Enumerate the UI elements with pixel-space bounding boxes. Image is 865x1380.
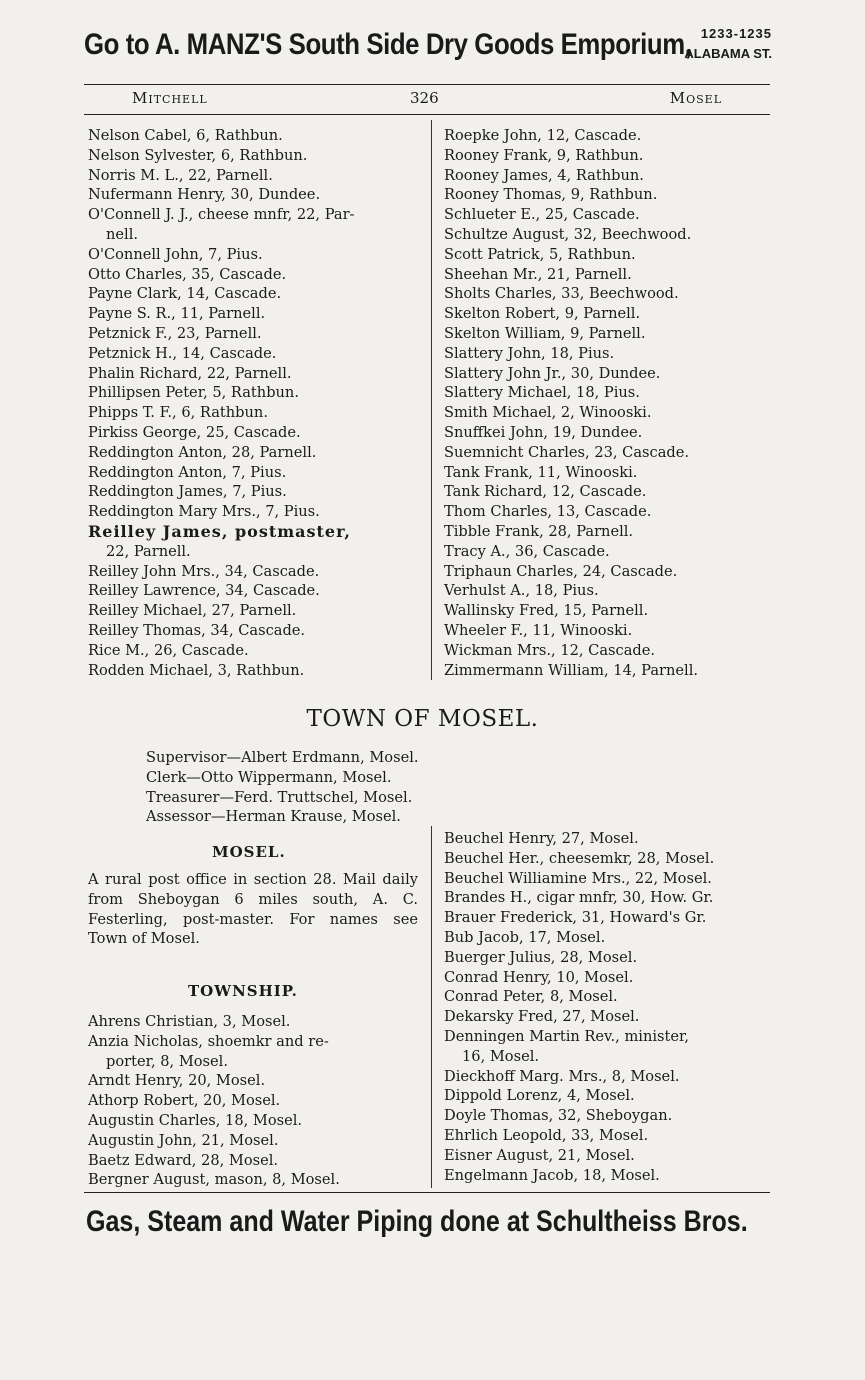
running-header: [84, 89, 770, 111]
list-entry: Tracy A., 36, Cascade.: [444, 542, 610, 560]
list-entry: Dieckhoff Marg. Mrs., 8, Mosel.: [444, 1067, 680, 1085]
bottom-advertisement: Gas, Steam and Water Piping done at Schultheiss Bros.: [86, 1205, 748, 1238]
town-title: TOWN OF MOSEL.: [306, 706, 539, 732]
list-entry: Slattery John, 18, Pius.: [444, 344, 615, 362]
list-entry: Reilley John Mrs., 34, Cascade.: [88, 562, 320, 580]
header-right-word: Mosel: [669, 89, 722, 107]
mosel-heading: MOSEL.: [212, 843, 286, 861]
list-entry: Doyle Thomas, 32, Sheboygan.: [444, 1107, 673, 1125]
list-entry: Denningen Martin Rev., minister,: [444, 1027, 690, 1045]
list-entry: Augustin John, 21, Mosel.: [88, 1131, 279, 1149]
list-entry: Skelton William, 9, Parnell.: [444, 324, 646, 342]
list-entry: Phipps T. F., 6, Rathbun.: [88, 404, 268, 422]
top-advertisement: [84, 24, 774, 84]
lower-column-divider: [431, 826, 432, 1188]
list-entry: Petznick F., 23, Parnell.: [88, 324, 262, 342]
list-entry-continued: porter, 8, Mosel.: [106, 1052, 228, 1070]
township-right-column: [444, 829, 774, 1185]
list-entry: Dekarsky Fred, 27, Mosel.: [444, 1008, 640, 1026]
list-entry: Skelton Robert, 9, Parnell.: [444, 305, 641, 323]
officer-line: Treasurer—Ferd. Truttschel, Mosel.: [146, 788, 413, 806]
list-entry: Reddington James, 7, Pius.: [88, 483, 287, 501]
left-listing-column: [88, 126, 423, 680]
list-entry: Rooney Thomas, 9, Rathbun.: [444, 186, 658, 204]
list-entry: Tank Frank, 11, Winooski.: [444, 463, 638, 481]
list-entry: Phalin Richard, 22, Parnell.: [88, 364, 292, 382]
list-entry: Verhulst A., 18, Pius.: [444, 582, 599, 600]
list-entry: Triphaun Charles, 24, Cascade.: [444, 562, 678, 580]
list-entry: Thom Charles, 13, Cascade.: [444, 503, 652, 521]
list-entry: Reddington Mary Mrs., 7, Pius.: [88, 503, 320, 521]
list-entry: Suemnicht Charles, 23, Cascade.: [444, 443, 690, 461]
mosel-description: A rural post office in section 28. Mail daily from Sheboygan 6 miles south, A. C. Festerling, post-master. For names see Town of Mosel.: [88, 871, 418, 948]
list-entry: Beuchel Her., cheesemkr, 28, Mosel.: [444, 849, 715, 867]
list-entry: Payne S. R., 11, Parnell.: [88, 305, 266, 323]
list-entry: Reilley Lawrence, 34, Cascade.: [88, 582, 320, 600]
list-entry: Nelson Sylvester, 6, Rathbun.: [88, 146, 308, 164]
list-entry: Roepke John, 12, Cascade.: [444, 127, 642, 144]
list-entry: Augustin Charles, 18, Mosel.: [88, 1111, 303, 1129]
footer-rule: [84, 1192, 770, 1193]
list-entry: Rooney Frank, 9, Rathbun.: [444, 146, 644, 164]
list-entry: Anzia Nicholas, shoemkr and re-: [88, 1032, 329, 1050]
list-entry: Pirkiss George, 25, Cascade.: [88, 423, 301, 441]
list-entry: Smith Michael, 2, Winooski.: [444, 404, 652, 422]
list-entry: Wallinsky Fred, 15, Parnell.: [444, 602, 649, 620]
list-entry: Arndt Henry, 20, Mosel.: [88, 1072, 266, 1090]
town-officers: [146, 748, 419, 827]
list-entry: Ahrens Christian, 3, Mosel.: [88, 1013, 291, 1030]
officer-line: Assessor—Herman Krause, Mosel.: [146, 808, 401, 826]
list-entry: Payne Clark, 14, Cascade.: [88, 285, 282, 303]
list-entry: Reddington Anton, 7, Pius.: [88, 463, 287, 481]
list-entry: Ehrlich Leopold, 33, Mosel.: [444, 1126, 649, 1144]
list-entry: Slattery John Jr., 30, Dundee.: [444, 364, 661, 382]
list-entry: Wickman Mrs., 12, Cascade.: [444, 641, 656, 659]
top-ad-text: Go to A. MANZ'S South Side Dry Goods Emporium,: [84, 28, 692, 61]
list-entry: Slattery Michael, 18, Pius.: [444, 384, 640, 402]
list-entry: Rodden Michael, 3, Rathbun.: [88, 661, 305, 679]
top-ad-address-number: 1233-1235: [700, 26, 772, 41]
list-entry-continued: 22, Parnell.: [106, 542, 191, 560]
list-entry: Reilley Michael, 27, Parnell.: [88, 602, 297, 620]
list-entry: Schlueter E., 25, Cascade.: [444, 206, 640, 224]
list-entry: Baetz Edward, 28, Mosel.: [88, 1151, 279, 1169]
header-left-word: Mitchell: [132, 89, 208, 107]
list-entry: Reddington Anton, 28, Parnell.: [88, 443, 317, 461]
list-entry: Conrad Henry, 10, Mosel.: [444, 968, 634, 986]
list-entry: O'Connell John, 7, Pius.: [88, 245, 263, 263]
header-top-rule: [84, 84, 770, 85]
list-entry: Beuchel Williamine Mrs., 22, Mosel.: [444, 869, 712, 887]
list-entry: Nelson Cabel, 6, Rathbun.: [88, 127, 283, 144]
list-entry: Sholts Charles, 33, Beechwood.: [444, 285, 679, 303]
right-listing-column: [444, 126, 774, 680]
list-entry: Tibble Frank, 28, Parnell.: [444, 522, 634, 540]
upper-column-divider: [431, 120, 432, 680]
top-ad-address-street: ALABAMA ST.: [684, 46, 772, 61]
list-entry: Brandes H., cigar mnfr, 30, How. Gr.: [444, 889, 714, 907]
header-bottom-rule: [84, 114, 770, 115]
list-entry: Brauer Frederick, 31, Howard's Gr.: [444, 909, 707, 927]
officer-line: Clerk—Otto Wippermann, Mosel.: [146, 768, 392, 786]
officer-line: Supervisor—Albert Erdmann, Mosel.: [146, 749, 419, 766]
list-entry: Bub Jacob, 17, Mosel.: [444, 928, 606, 946]
list-entry: Phillipsen Peter, 5, Rathbun.: [88, 384, 299, 402]
list-entry: O'Connell J. J., cheese mnfr, 22, Par-: [88, 206, 355, 224]
list-entry: Sheehan Mr., 21, Parnell.: [444, 265, 632, 283]
township-heading: TOWNSHIP.: [188, 982, 298, 1000]
page-number: 326: [410, 89, 439, 107]
list-entry: Norris M. L., 22, Parnell.: [88, 166, 273, 184]
list-entry: Bergner August, mason, 8, Mosel.: [88, 1171, 340, 1189]
list-entry-continued: nell.: [106, 225, 139, 243]
list-entry: Petznick H., 14, Cascade.: [88, 344, 277, 362]
list-entry: Beuchel Henry, 27, Mosel.: [444, 830, 639, 847]
list-entry: Conrad Peter, 8, Mosel.: [444, 988, 618, 1006]
list-entry-continued: 16, Mosel.: [462, 1047, 540, 1065]
list-entry: Athorp Robert, 20, Mosel.: [88, 1092, 281, 1110]
postmaster-entry: Reilley James, postmaster,: [88, 521, 351, 541]
township-left-column: [88, 1012, 423, 1190]
list-entry: Tank Richard, 12, Cascade.: [444, 483, 647, 501]
list-entry: Wheeler F., 11, Winooski.: [444, 621, 633, 639]
list-entry: Dippold Lorenz, 4, Mosel.: [444, 1087, 635, 1105]
list-entry: Schultze August, 32, Beechwood.: [444, 225, 692, 243]
list-entry: Eisner August, 21, Mosel.: [444, 1146, 635, 1164]
list-entry: Nufermann Henry, 30, Dundee.: [88, 186, 321, 204]
list-entry: Reilley Thomas, 34, Cascade.: [88, 621, 306, 639]
list-entry: Snuffkei John, 19, Dundee.: [444, 423, 643, 441]
list-entry: Rice M., 26, Cascade.: [88, 641, 249, 659]
list-entry: Rooney James, 4, Rathbun.: [444, 166, 644, 184]
list-entry: Otto Charles, 35, Cascade.: [88, 265, 287, 283]
list-entry: Zimmermann William, 14, Parnell.: [444, 661, 699, 679]
list-entry: Buerger Julius, 28, Mosel.: [444, 948, 638, 966]
list-entry: Engelmann Jacob, 18, Mosel.: [444, 1166, 660, 1184]
list-entry: Scott Patrick, 5, Rathbun.: [444, 245, 636, 263]
